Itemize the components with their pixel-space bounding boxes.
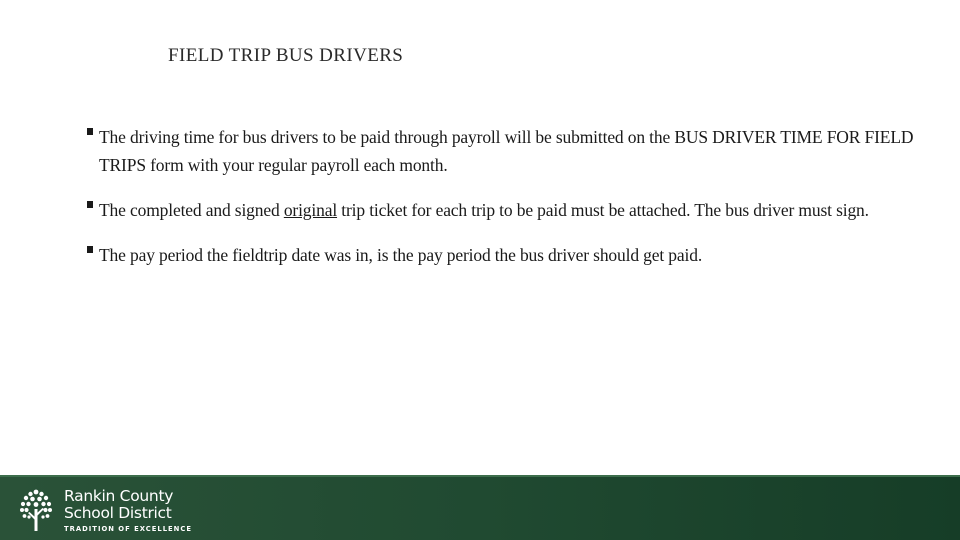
- bullet-text-underlined: original: [283, 200, 338, 220]
- bullet-item: [87, 123, 917, 179]
- tree-icon: [16, 487, 56, 533]
- logo-text: [64, 488, 192, 534]
- district-logo: [16, 487, 216, 535]
- bullet-marker-icon: [87, 128, 93, 135]
- bullet-text-before: The completed and signed: [99, 200, 284, 220]
- bullet-item: [87, 196, 917, 224]
- logo-name-line1: Rankin County: [64, 487, 174, 505]
- bullet-text: The driving time for bus drivers to be paid through payroll will be submitted on the BUS DRIVER TIME FOR FIELD TRIPS form with your regular payroll each month.: [99, 127, 914, 175]
- bullet-list: [87, 123, 917, 269]
- bullet-marker-icon: [87, 246, 93, 253]
- footer-bar: [0, 475, 960, 540]
- slide-title: FIELD TRIP BUS DRIVERS: [168, 45, 404, 66]
- bullet-text: The pay period the fieldtrip date was in, is the pay period the bus driver should get paid.: [99, 245, 703, 265]
- bullet-item: [87, 241, 917, 269]
- logo-name-line2: School District: [64, 504, 172, 522]
- bullet-text-after: trip ticket for each trip to be paid must be attached. The bus driver must sign.: [337, 200, 869, 220]
- bullet-marker-icon: [87, 201, 93, 208]
- logo-tagline: TRADITION OF EXCELLENCE: [64, 525, 192, 533]
